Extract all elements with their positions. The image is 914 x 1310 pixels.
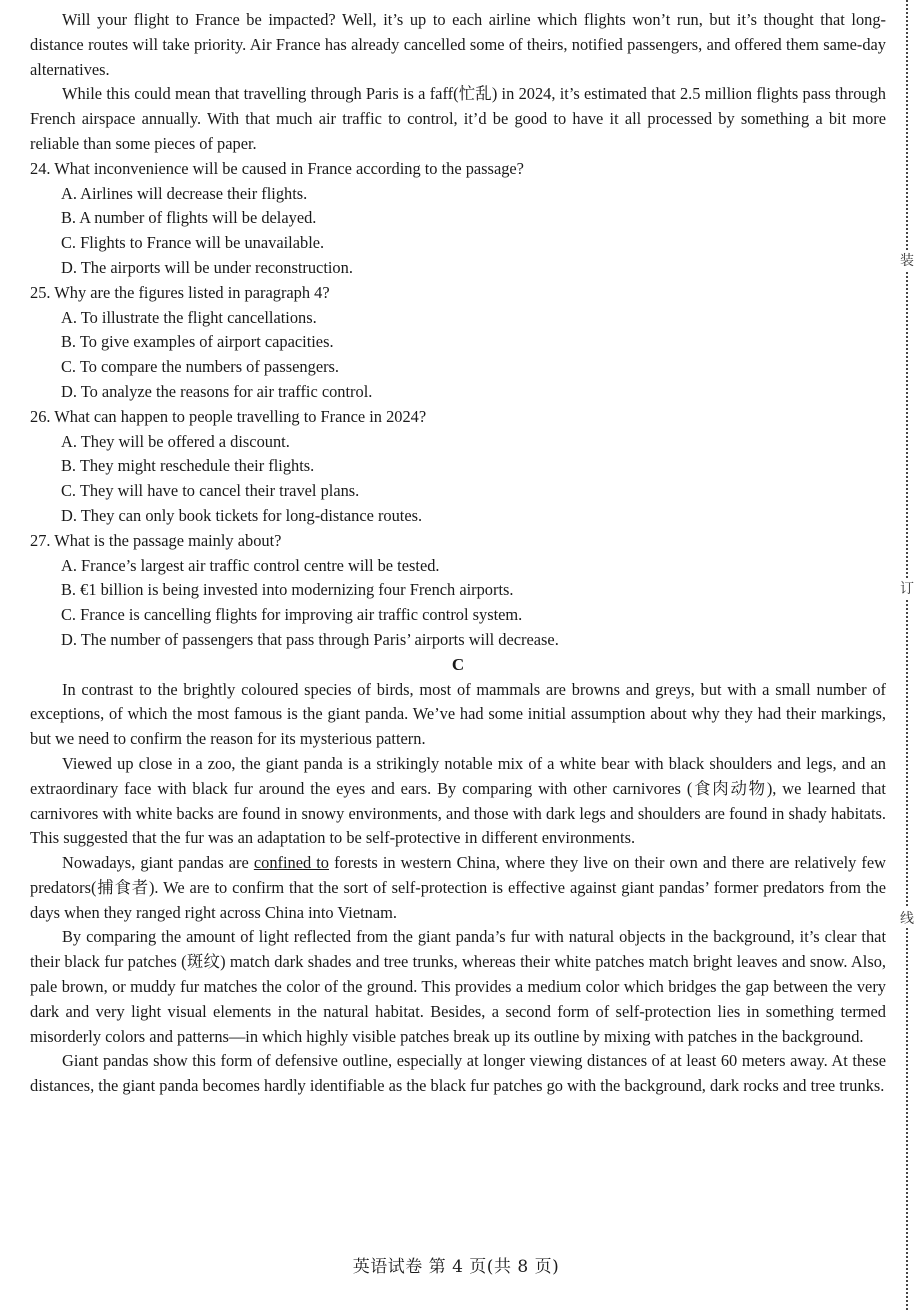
- page-content: [30, 8, 886, 1099]
- answer-option: B. A number of flights will be delayed.: [61, 208, 317, 228]
- passage-b-paragraph: While this could mean that travelling through Paris is a faff(忙乱) in 2024, it’s estimated that 2.5 million flights pass through French airspace annually. With that much air traffic to control, it’d be good to have it all processed by something a bit more reliable than some pieces of paper.: [30, 84, 886, 153]
- question-stem: 25. Why are the figures listed in paragraph 4?: [30, 282, 330, 302]
- answer-option: B. €1 billion is being invested into modernizing four French airports.: [61, 580, 514, 600]
- answer-option: A. Airlines will decrease their flights.: [61, 183, 308, 203]
- answer-option: B. To give examples of airport capacities.: [61, 332, 334, 352]
- answer-option: D. The airports will be under reconstruction.: [61, 257, 353, 277]
- answer-option: C. France is cancelling flights for improving air traffic control system.: [61, 605, 523, 625]
- underlined-phrase: confined to: [253, 853, 329, 873]
- passage-b-paragraph: Will your flight to France be impacted? Well, it’s up to each airline which flights won’t run, but it’s thought that long-distance routes will take priority. Air France has already cancelled some of theirs, notified passengers, and offered them same-day alternatives.: [30, 10, 886, 79]
- question-stem: 24. What inconvenience will be caused in France according to the passage?: [30, 158, 524, 178]
- passage-c-paragraph: [30, 851, 886, 925]
- passage-c-paragraph: Viewed up close in a zoo, the giant panda is a strikingly notable mix of a white bear with black shoulders and legs, and an extraordinary face with black fur around the eyes and ears. By comparing with other carnivores (食肉动物), we learned that carnivores with white backs are found in snowy environments, and those with dark legs and shoulders are found in shady habitats. This suggested that the fur was an adaptation to be self-protective in different environments.: [30, 753, 886, 848]
- question-26: [30, 405, 886, 529]
- binding-mark-xian: 线: [900, 908, 912, 928]
- paragraph-text: forests in western China, where they live on their own and there are relatively few predators(捕食者). We are to confirm that the sort of self-protection is effective against giant pandas’ former predators from the days when they ranged right across China into Vietnam.: [30, 853, 886, 922]
- passage-c-paragraph: Giant pandas show this form of defensive outline, especially at longer viewing distances of at least 60 meters away. At these distances, the giant panda becomes hardly identifiable as the black fur patches go with the background, dark rocks and tree trunks.: [30, 1051, 886, 1096]
- question-27: [30, 529, 886, 653]
- answer-option: D. They can only book tickets for long-distance routes.: [61, 505, 423, 525]
- question-stem: 26. What can happen to people travelling to France in 2024?: [30, 406, 427, 426]
- answer-option: A. France’s largest air traffic control centre will be tested.: [61, 555, 440, 575]
- answer-option: A. They will be offered a discount.: [61, 431, 290, 451]
- answer-option: C. They will have to cancel their travel plans.: [61, 481, 360, 501]
- paragraph-text: Nowadays, giant pandas are: [62, 853, 254, 873]
- section-title: C: [451, 654, 465, 674]
- answer-option: D. To analyze the reasons for air traffic control.: [61, 381, 373, 401]
- passage-c-paragraph: In contrast to the brightly coloured species of birds, most of mammals are browns and greys, but with a small number of exceptions, of which the most famous is the giant panda. We’ve had some initial assumption about why they had their markings, but we need to confirm the reason for its mysterious pattern.: [30, 679, 886, 749]
- answer-option: C. To compare the numbers of passengers.: [61, 357, 340, 377]
- answer-option: C. Flights to France will be unavailable.: [61, 233, 325, 253]
- question-24: [30, 157, 886, 281]
- answer-option: D. The number of passengers that pass through Paris’ airports will decrease.: [61, 629, 559, 649]
- answer-option: B. They might reschedule their flights.: [61, 456, 315, 476]
- binding-dotted-line: [906, 0, 908, 1310]
- answer-option: A. To illustrate the flight cancellations.: [61, 307, 317, 327]
- binding-mark-zhuang: 装: [900, 250, 912, 270]
- question-stem: 27. What is the passage mainly about?: [30, 530, 282, 550]
- passage-c-paragraph: By comparing the amount of light reflected from the giant panda’s fur with natural objects in the background, it’s clear that their black fur patches (斑纹) match dark shades and tree trunks, whereas their white patches match bright leaves and snow. Also, pale brown, or muddy fur matches the color of the ground. This provides a medium color which bridges the gap between the very dark and very light visual elements in the natural habitat. Besides, a second form of self-protection lies in something termed misorderly colors and patterns—in which highly visible patches break up its outline by mixing with patches in the background.: [30, 927, 886, 1046]
- binding-mark-ding: 订: [900, 578, 912, 598]
- page-footer: 英语试卷 第 4 页(共 8 页): [352, 1257, 560, 1277]
- question-25: [30, 281, 886, 405]
